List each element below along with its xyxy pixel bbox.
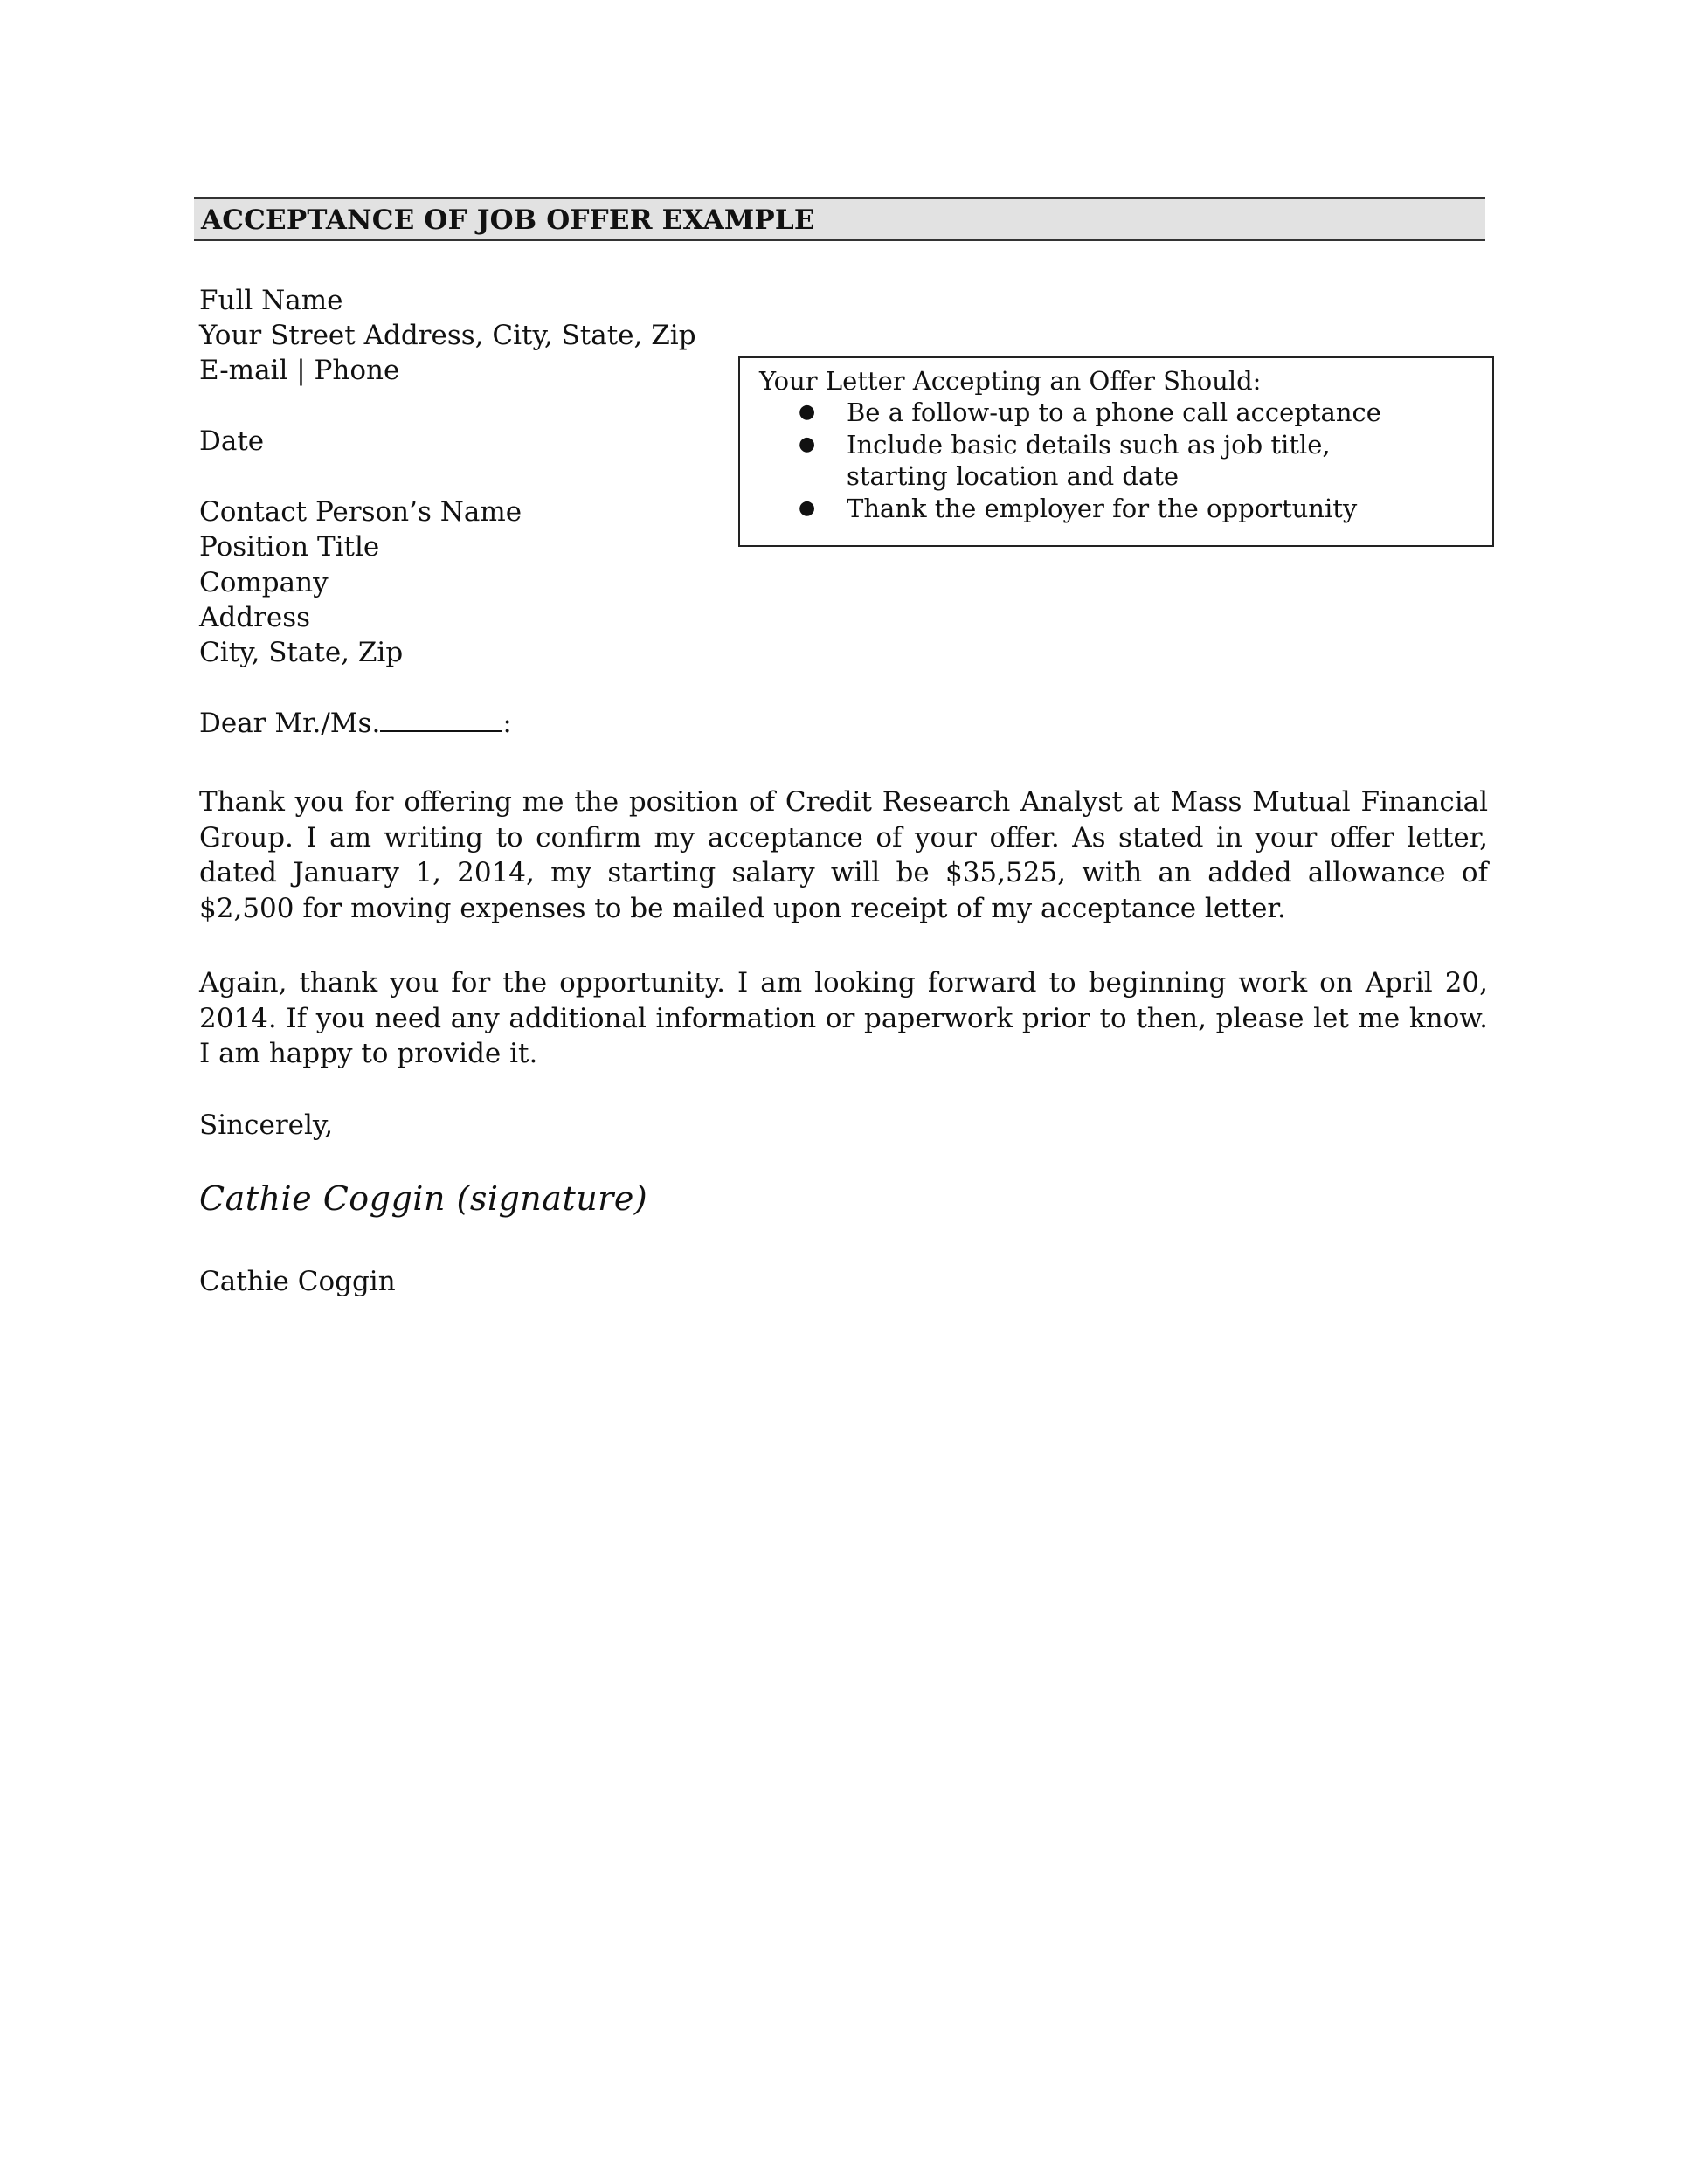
- body-paragraph-2: Again, thank you for the opportunity. I am looking forward to beginning work on April 20, 2014. If you need any additional information or paperwork prior to then, please let me know. I am happy to provide it.: [199, 967, 1488, 1069]
- salutation: [199, 706, 512, 741]
- salutation-suffix: :: [502, 708, 512, 739]
- tips-item-text: starting location and date: [847, 461, 1180, 491]
- body-paragraph-1: Thank you for offering me the position of Credit Research Analyst at Mass Mutual Financial Group. I am writing to confirm my acceptance of your offer. As stated in your offer letter, dated January 1, 2014, my starting salary will be $35,525, with an added allowance of $2,500 for moving expenses to be mailed upon receipt of my acceptance letter.: [199, 786, 1488, 924]
- page-title: ACCEPTANCE OF JOB OFFER EXAMPLE: [201, 204, 815, 236]
- letter-date: Date: [199, 425, 265, 457]
- title-bar: [194, 197, 1485, 241]
- tips-item-text: Include basic details such as job title,: [847, 429, 1331, 460]
- bullet-icon: ●: [799, 401, 816, 423]
- tips-item-continuation: [740, 460, 1381, 493]
- tips-box: [738, 356, 1494, 547]
- tips-item: [740, 397, 1381, 429]
- recipient-company: Company: [199, 567, 329, 598]
- closing: Sincerely,: [199, 1109, 334, 1141]
- salutation-blank-line: [380, 708, 502, 732]
- bullet-icon: ●: [799, 432, 816, 455]
- tips-list: [740, 397, 1381, 524]
- recipient-title: Position Title: [199, 531, 380, 563]
- signature: Cathie Coggin (signature): [199, 1179, 648, 1218]
- tips-item: [740, 429, 1381, 461]
- recipient-name: Contact Person’s Name: [199, 496, 522, 528]
- tips-item-text: Thank the employer for the opportunity: [847, 493, 1358, 523]
- salutation-prefix: Dear Mr./Ms.: [199, 708, 381, 739]
- tips-item-text: Be a follow-up to a phone call acceptance: [847, 397, 1381, 427]
- sender-name: Full Name: [199, 285, 343, 316]
- recipient-address: Address: [199, 602, 311, 633]
- signer-name: Cathie Coggin: [199, 1266, 396, 1297]
- tips-item: [740, 493, 1381, 525]
- recipient-city: City, State, Zip: [199, 637, 404, 668]
- sender-contact: E-mail | Phone: [199, 355, 400, 386]
- sender-address: Your Street Address, City, State, Zip: [199, 320, 696, 351]
- bullet-icon: ●: [799, 496, 816, 519]
- tips-heading: Your Letter Accepting an Offer Should:: [759, 366, 1262, 396]
